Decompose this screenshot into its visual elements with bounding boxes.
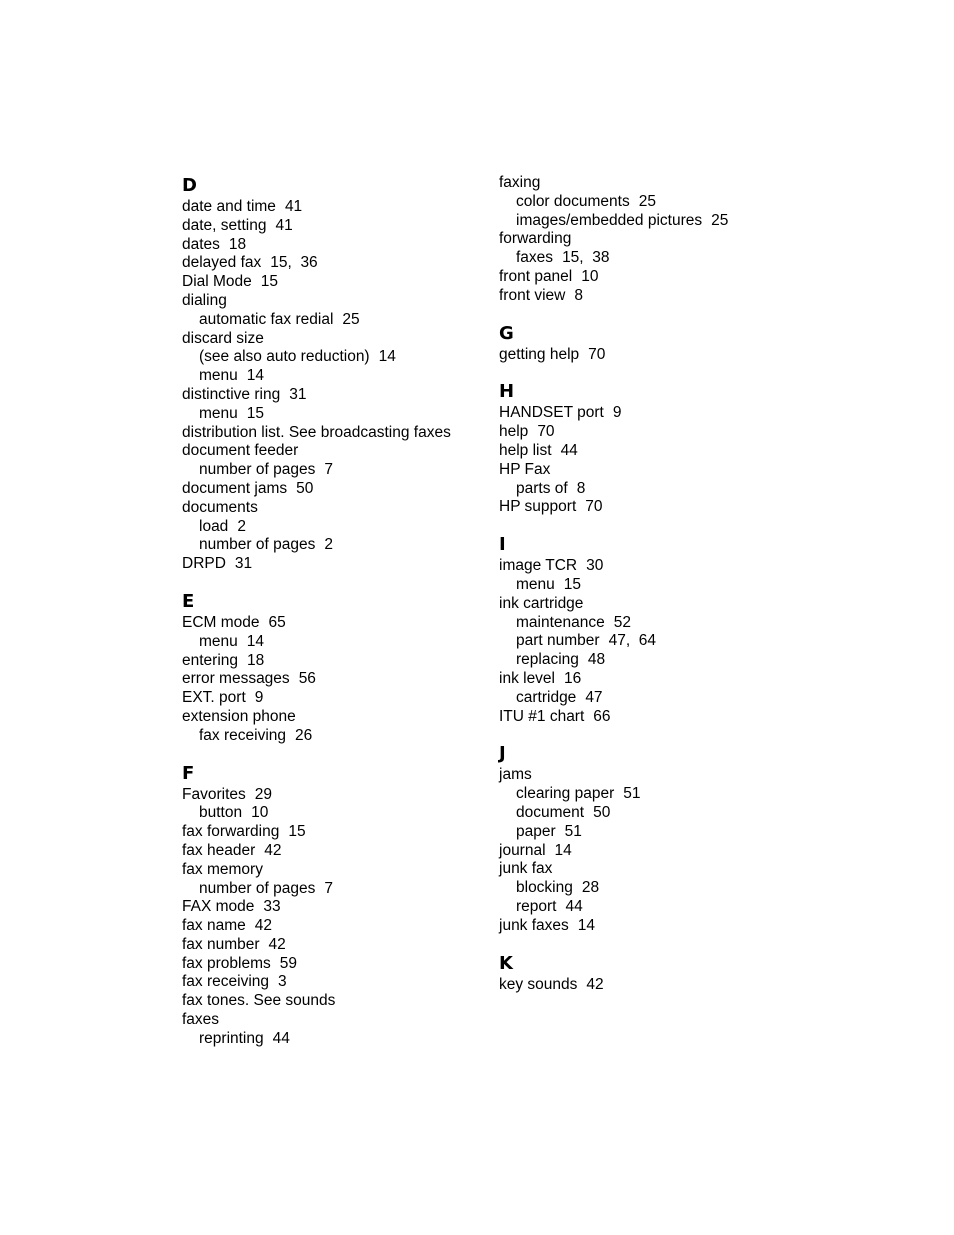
index-entry (182, 786, 482, 805)
index-section (182, 590, 482, 746)
entry-term: menu (199, 404, 238, 422)
index-subentry (499, 212, 799, 231)
entry-term: FAX mode (182, 898, 255, 916)
entry-term: number of pages (199, 536, 316, 554)
index-entry (499, 461, 799, 480)
entry-pages: 31 (289, 385, 307, 403)
entry-term: menu (516, 575, 555, 593)
entry-pages: 14 (577, 916, 596, 934)
index-entry (182, 652, 482, 671)
entry-term: getting help (499, 345, 580, 363)
index-section (499, 380, 799, 517)
index-entry (499, 346, 799, 365)
entry-pages: 42 (254, 917, 273, 935)
entry-pages: 15, 36 (270, 254, 318, 272)
entry-pages: 42 (264, 841, 282, 859)
entry-term: EXT. port (182, 689, 246, 707)
entry-term: date and time (182, 198, 276, 215)
entry-pages: 47 (585, 688, 603, 706)
entry-pages: 41 (284, 198, 303, 215)
entry-pages: 65 (268, 613, 286, 631)
index-subentry (499, 614, 799, 633)
entry-pages: 15 (246, 404, 265, 422)
entry-pages: 30 (586, 557, 604, 575)
section-letter: E (182, 590, 195, 612)
entry-pages: 15 (260, 273, 279, 291)
entry-term: dates (182, 235, 220, 253)
index-entry (182, 689, 482, 708)
index-section (182, 174, 482, 574)
entry-term: ITU #1 chart (499, 707, 585, 725)
entry-pages: 48 (587, 651, 606, 669)
entry-pages: 7 (324, 461, 333, 479)
index-entry (182, 424, 482, 443)
index-entry (499, 268, 799, 287)
entry-term: junk faxes (499, 916, 569, 934)
index-subentry (499, 823, 799, 842)
entry-pages: 15, 38 (562, 249, 610, 267)
index-entry (182, 936, 482, 955)
entry-term: color documents (516, 192, 630, 210)
entry-term: fax receiving (199, 726, 287, 744)
entry-term: help (499, 423, 529, 441)
entry-term: button (199, 804, 243, 822)
entry-term: load (199, 517, 229, 535)
index-entry (499, 842, 799, 861)
index-entry (499, 230, 799, 249)
entry-term: fax receiving (182, 973, 270, 991)
entry-term: help list (499, 441, 552, 459)
entry-term: Favorites (182, 785, 246, 803)
index-entry (499, 287, 799, 306)
entry-pages: 51 (564, 822, 582, 840)
entry-pages: 66 (593, 707, 611, 725)
section-letter: J (499, 743, 506, 765)
section-letter: K (499, 952, 513, 974)
entry-pages: 14 (246, 367, 265, 385)
entry-pages: 31 (234, 555, 253, 573)
index-section (182, 762, 482, 1049)
entry-pages: 50 (593, 803, 611, 821)
entry-term: HANDSET port (499, 404, 604, 422)
index-entry (182, 1011, 482, 1030)
entry-term: reprinting (199, 1029, 264, 1047)
entry-term: report (516, 897, 557, 915)
entry-pages: 14 (378, 348, 396, 366)
entry-pages: 44 (565, 897, 583, 915)
entry-pages: 56 (298, 670, 316, 688)
entry-term: delayed fax (182, 254, 262, 272)
entry-pages: 25 (342, 310, 360, 328)
entry-term: distinctive ring (182, 385, 281, 403)
entry-term: document feeder (182, 442, 299, 460)
index-entry (499, 917, 799, 936)
index-subentry (499, 480, 799, 499)
entry-term: fax memory (182, 860, 263, 878)
entry-pages: 2 (324, 536, 333, 554)
entry-term: menu (199, 367, 238, 385)
entry-term: paper (516, 822, 556, 840)
entry-pages: 42 (586, 975, 604, 993)
entry-pages: 47, 64 (608, 632, 656, 650)
entry-term: distribution list. See broadcasting faxes (182, 423, 451, 441)
entry-pages: 7 (324, 879, 333, 897)
entry-term: front view (499, 286, 566, 304)
entry-term: journal (499, 841, 546, 859)
entry-pages: 9 (612, 404, 622, 422)
entry-term: extension phone (182, 707, 296, 725)
section-letter: I (499, 534, 506, 556)
index-entry (499, 404, 799, 423)
entry-term: fax header (182, 841, 256, 859)
index-entry (499, 595, 799, 614)
entry-term: faxing (499, 174, 541, 191)
entry-term: menu (199, 632, 238, 650)
index-entry (499, 442, 799, 461)
entry-term: number of pages (199, 461, 316, 479)
entry-term: front panel (499, 267, 573, 285)
entry-term: key sounds (499, 975, 578, 993)
index-entry (182, 330, 482, 349)
entry-term: HP support (499, 498, 577, 516)
entry-pages: 51 (623, 785, 641, 803)
section-letter: D (182, 175, 197, 196)
entry-term: ink cartridge (499, 594, 584, 612)
index-entry (182, 555, 482, 574)
index-entry (182, 917, 482, 936)
index-entry (182, 614, 482, 633)
entry-term: document jams (182, 479, 288, 497)
index-subentry (182, 348, 482, 367)
entry-term: ink level (499, 669, 555, 687)
index-entry (499, 976, 799, 995)
index-entry (182, 480, 482, 499)
index-entry (182, 254, 482, 273)
entry-term: maintenance (516, 613, 605, 631)
entry-term: documents (182, 498, 258, 516)
index-subentry (499, 804, 799, 823)
entry-pages: 10 (251, 804, 269, 822)
section-letter: G (499, 322, 514, 344)
index-subentry (182, 536, 482, 555)
index-entry (182, 861, 482, 880)
entry-pages: 44 (560, 441, 578, 459)
entry-term: dialing (182, 291, 227, 309)
entry-term: (see also auto reduction) (199, 348, 370, 366)
index-subentry (182, 727, 482, 746)
entry-term: cartridge (516, 688, 577, 706)
entry-pages: 42 (268, 935, 286, 953)
entry-pages: 59 (279, 954, 297, 972)
index-column-right (499, 174, 799, 994)
entry-pages: 52 (613, 613, 632, 631)
index-subentry (182, 405, 482, 424)
entry-term: jams (499, 766, 532, 784)
index-subentry (499, 898, 799, 917)
index-entry (182, 670, 482, 689)
index-entry (182, 292, 482, 311)
index-entry (182, 499, 482, 518)
index-entry (499, 670, 799, 689)
index-entry (499, 708, 799, 727)
entry-term: DRPD (182, 555, 226, 573)
entry-term: replacing (516, 651, 579, 669)
entry-pages: 15 (288, 823, 306, 841)
entry-term: number of pages (199, 879, 316, 897)
entry-term: HP Fax (499, 460, 551, 478)
index-entry (499, 860, 799, 879)
entry-pages: 2 (237, 517, 246, 535)
entry-pages: 25 (638, 192, 656, 210)
index-entry (499, 766, 799, 785)
index-subentry (182, 518, 482, 537)
index-subentry (499, 632, 799, 651)
entry-term: discard size (182, 329, 264, 347)
entry-term: images/embedded pictures (516, 211, 703, 229)
entry-pages: 29 (254, 785, 272, 803)
index-subentry (182, 633, 482, 652)
index-subentry (182, 880, 482, 899)
entry-pages: 44 (272, 1029, 290, 1047)
entry-pages: 8 (574, 286, 583, 304)
index-entry (499, 557, 799, 576)
entry-pages: 8 (576, 479, 586, 497)
index-subentry (499, 651, 799, 670)
index-entry (499, 498, 799, 517)
index-entry (182, 973, 482, 992)
index-entry (182, 898, 482, 917)
index-entry (499, 423, 799, 442)
index-subentry (182, 1030, 482, 1049)
entry-term: faxes (516, 249, 554, 267)
entry-term: blocking (516, 879, 573, 897)
entry-pages: 70 (588, 345, 606, 363)
index-section (499, 742, 799, 935)
entry-term: fax forwarding (182, 823, 280, 841)
entry-pages: 15 (563, 575, 582, 593)
index-section (499, 322, 799, 365)
entry-term: fax tones. See sounds (182, 992, 336, 1010)
index-section (499, 174, 799, 306)
section-letter: H (499, 381, 515, 403)
entry-pages: 26 (295, 726, 313, 744)
index-subentry (182, 367, 482, 386)
entry-pages: 33 (263, 898, 281, 916)
entry-term: Dial Mode (182, 273, 252, 291)
entry-pages: 16 (564, 669, 582, 687)
entry-term: fax number (182, 935, 260, 953)
index-subentry (182, 311, 482, 330)
entry-pages: 3 (278, 973, 287, 991)
entry-term: ECM mode (182, 613, 260, 631)
entry-pages: 41 (275, 216, 293, 234)
entry-term: junk fax (499, 860, 553, 878)
entry-term: parts of (516, 479, 568, 497)
entry-pages: 14 (246, 632, 265, 650)
entry-term: forwarding (499, 230, 572, 248)
index-entry (182, 992, 482, 1011)
index-subentry (499, 689, 799, 708)
index-entry (182, 442, 482, 461)
entry-pages: 25 (711, 211, 729, 229)
entry-pages: 18 (228, 235, 247, 253)
entry-term: faxes (182, 1011, 220, 1029)
entry-term: clearing paper (516, 785, 615, 803)
index-entry (182, 236, 482, 255)
entry-pages: 28 (581, 879, 600, 897)
index-entry (182, 842, 482, 861)
index-entry (182, 198, 482, 217)
index-entry (182, 386, 482, 405)
entry-term: date, setting (182, 216, 267, 234)
entry-pages: 70 (585, 498, 603, 516)
entry-term: image TCR (499, 557, 578, 575)
index-entry (182, 955, 482, 974)
entry-term: error messages (182, 670, 290, 688)
index-section (499, 952, 799, 995)
entry-term: automatic fax redial (199, 310, 334, 328)
entry-pages: 9 (254, 689, 264, 707)
index-entry (182, 217, 482, 236)
index-entry (499, 174, 799, 193)
index-entry (182, 823, 482, 842)
index-subentry (499, 785, 799, 804)
index-subentry (182, 461, 482, 480)
entry-pages: 10 (581, 267, 599, 285)
entry-pages: 70 (537, 423, 555, 441)
entry-term: entering (182, 651, 239, 669)
index-entry (182, 708, 482, 727)
index-subentry (499, 879, 799, 898)
index-subentry (182, 804, 482, 823)
index-section (499, 533, 799, 726)
section-letter: F (182, 762, 195, 784)
index-subentry (499, 576, 799, 595)
index-entry (182, 273, 482, 292)
index-column-left (182, 174, 482, 1049)
entry-pages: 14 (554, 841, 572, 859)
entry-term: fax name (182, 917, 246, 935)
index-subentry (499, 193, 799, 212)
entry-term: part number (516, 632, 600, 650)
index-subentry (499, 249, 799, 268)
entry-term: fax problems (182, 954, 271, 972)
entry-pages: 50 (296, 479, 314, 497)
entry-term: document (516, 803, 585, 821)
entry-pages: 18 (247, 651, 265, 669)
